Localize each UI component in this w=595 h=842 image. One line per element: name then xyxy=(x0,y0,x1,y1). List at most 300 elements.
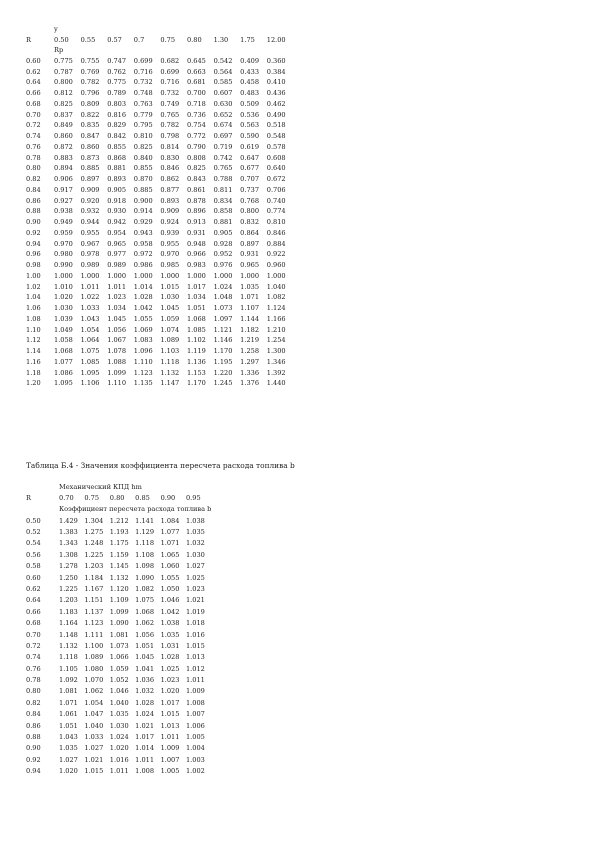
table-cell: 1.021 xyxy=(185,596,205,605)
table-cell: 0.931 xyxy=(186,228,206,237)
table-cell: 1.051 xyxy=(186,304,206,313)
table-cell: 1.017 xyxy=(135,733,155,742)
table-row xyxy=(26,303,293,314)
table-row xyxy=(26,282,293,293)
table-cell: 0.860 xyxy=(80,142,100,151)
table-cell: 1.059 xyxy=(160,314,180,323)
table-cell: 1.009 xyxy=(185,687,205,696)
table-cell: 0.927 xyxy=(54,196,73,205)
row-label: 1.14 xyxy=(26,347,41,356)
table-cell: 0.803 xyxy=(107,99,127,108)
table-header-row xyxy=(26,24,293,35)
table-cell: 0.847 xyxy=(80,132,100,141)
table-cell: 1.078 xyxy=(107,347,127,356)
table-cell: 1.020 xyxy=(160,687,180,696)
table-cell: 1.109 xyxy=(109,596,129,605)
table-cell: 1.105 xyxy=(59,664,78,673)
table-cell: 1.080 xyxy=(84,664,104,673)
table-cell: 1.061 xyxy=(59,710,78,719)
table-cell: 1.025 xyxy=(160,664,180,673)
table-cell: 1.170 xyxy=(213,347,233,356)
table-cell: 1.088 xyxy=(107,357,127,366)
table-cell: 1.250 xyxy=(59,573,78,582)
fuel-conversion-table xyxy=(26,482,211,778)
table-cell: 0.909 xyxy=(160,207,180,216)
table-cell: 1.024 xyxy=(135,710,155,719)
table-cell: 0.825 xyxy=(54,99,73,108)
table-cell: 1.148 xyxy=(59,630,78,639)
table-cell: 1.110 xyxy=(107,379,127,388)
table-cell: 1.099 xyxy=(107,368,127,377)
table-cell: 1.038 xyxy=(185,516,205,525)
table-cell: 1.020 xyxy=(54,293,73,302)
table-row xyxy=(26,630,211,641)
table-cell: 0.929 xyxy=(133,218,153,227)
table-row xyxy=(26,686,211,697)
row-label: 0.66 xyxy=(26,607,41,616)
table-cell: 0.677 xyxy=(240,164,260,173)
table-row xyxy=(26,561,211,572)
row-label: 1.16 xyxy=(26,357,41,366)
table-cell: 1.137 xyxy=(84,607,104,616)
table-cell: 0.835 xyxy=(80,121,100,130)
table-cell: 1.050 xyxy=(160,584,180,593)
table-cell: 0.536 xyxy=(240,110,260,119)
table-cell: 1.346 xyxy=(266,357,286,366)
table-cell: 0.748 xyxy=(133,89,153,98)
table-row xyxy=(26,743,211,754)
table-cell: 1.095 xyxy=(80,368,100,377)
table-cell: 0.917 xyxy=(54,185,73,194)
table-row xyxy=(26,652,211,663)
table-cell: 1.042 xyxy=(133,304,153,313)
table-cell: 1.035 xyxy=(109,710,129,719)
table-cell: 1.151 xyxy=(84,596,104,605)
table-cell: 1.006 xyxy=(185,721,205,730)
table-row xyxy=(26,721,211,732)
table-cell: 0.958 xyxy=(133,239,153,248)
table-cell: 1.028 xyxy=(135,698,155,707)
table-cell: 0.788 xyxy=(213,175,233,184)
table-cell: 1.129 xyxy=(135,527,155,536)
table-cell: 0.737 xyxy=(240,185,260,194)
table-cell: 0.755 xyxy=(80,56,100,65)
table-cell: 0.972 xyxy=(133,250,153,259)
table-cell: 0.829 xyxy=(107,121,127,130)
row-label: 0.74 xyxy=(26,653,41,662)
table-row xyxy=(26,163,293,174)
table-cell: 1.254 xyxy=(266,336,286,345)
table-cell: 1.069 xyxy=(133,325,153,334)
table-cell: 0.930 xyxy=(107,207,127,216)
table-cell: 1.098 xyxy=(135,562,155,571)
column-header: 0.75 xyxy=(160,35,176,44)
table-cell: 0.944 xyxy=(80,218,100,227)
table-cell: 0.980 xyxy=(54,250,73,259)
table-cell: 1.297 xyxy=(240,357,260,366)
table-cell: 1.034 xyxy=(107,304,127,313)
table-cell: 0.948 xyxy=(186,239,206,248)
table-cell: 1.030 xyxy=(160,293,180,302)
table-cell: 1.033 xyxy=(84,733,104,742)
table-cell: 1.073 xyxy=(109,641,129,650)
table-cell: 1.106 xyxy=(80,379,100,388)
table-row xyxy=(26,217,293,228)
table-cell: 1.023 xyxy=(160,676,180,685)
table-cell: 1.000 xyxy=(240,271,260,280)
table-cell: 1.103 xyxy=(160,347,180,356)
table-cell: 0.782 xyxy=(80,78,100,87)
table-cell: 1.036 xyxy=(135,676,155,685)
table-cell: 0.564 xyxy=(213,67,233,76)
table-cell: 1.000 xyxy=(80,271,100,280)
table-cell: 0.955 xyxy=(160,239,180,248)
table-cell: 1.077 xyxy=(160,527,180,536)
table-cell: 0.769 xyxy=(80,67,100,76)
table-cell: 1.102 xyxy=(186,336,206,345)
table-row xyxy=(26,88,293,99)
table-cell: 0.719 xyxy=(213,142,233,151)
table-cell: 1.082 xyxy=(135,584,155,593)
table-cell: 0.716 xyxy=(133,67,153,76)
table-cell: 1.035 xyxy=(240,282,260,291)
table-cell: 1.046 xyxy=(109,687,129,696)
table-cell: 1.278 xyxy=(59,562,78,571)
table-cell: 1.035 xyxy=(59,744,78,753)
table-cell: 0.645 xyxy=(186,56,206,65)
group-header: Механический КПД hm xyxy=(59,483,142,491)
table-cell: 1.383 xyxy=(59,527,78,536)
table-row xyxy=(26,292,293,303)
table-cell: 1.010 xyxy=(54,282,73,291)
table-cell: 0.700 xyxy=(186,89,206,98)
table-cell: 1.136 xyxy=(186,357,206,366)
table-cell: 1.073 xyxy=(213,304,233,313)
table-row xyxy=(26,335,293,346)
table-row xyxy=(26,595,211,606)
table-cell: 0.740 xyxy=(266,196,286,205)
table-cell: 0.943 xyxy=(133,228,153,237)
table-cell: 0.868 xyxy=(107,153,127,162)
table-cell: 0.816 xyxy=(107,110,127,119)
row-label: 0.88 xyxy=(26,733,41,742)
table-cell: 0.742 xyxy=(213,153,233,162)
table-cell: 1.212 xyxy=(109,516,129,525)
table-row xyxy=(26,527,211,538)
table-cell: 1.007 xyxy=(185,710,205,719)
row-label: 0.84 xyxy=(26,185,41,194)
table-cell: 0.590 xyxy=(240,132,260,141)
table-cell: 1.041 xyxy=(135,664,155,673)
table-header-row xyxy=(26,482,211,493)
table-cell: 1.049 xyxy=(54,325,73,334)
table-cell: 0.436 xyxy=(266,89,286,98)
table-cell: 0.906 xyxy=(54,175,73,184)
table-cell: 0.578 xyxy=(266,142,286,151)
table-cell: 1.059 xyxy=(109,664,129,673)
table-cell: 0.881 xyxy=(107,164,127,173)
column-header: 1.75 xyxy=(240,35,255,44)
table-cell: 1.225 xyxy=(59,584,78,593)
table-cell: 0.858 xyxy=(213,207,233,216)
table-cell: 1.085 xyxy=(186,325,206,334)
table-cell: 0.825 xyxy=(133,142,153,151)
table-cell: 1.183 xyxy=(59,607,78,616)
table-cell: 0.846 xyxy=(266,228,286,237)
table-cell: 1.067 xyxy=(107,336,127,345)
table-cell: 1.210 xyxy=(266,325,286,334)
table-cell: 0.931 xyxy=(240,250,260,259)
table-row xyxy=(26,196,293,207)
table-cell: 1.195 xyxy=(213,357,233,366)
table-cell: 0.800 xyxy=(54,78,73,87)
table-cell: 1.376 xyxy=(240,379,260,388)
table-cell: 0.811 xyxy=(213,185,233,194)
table-cell: 0.976 xyxy=(213,261,233,270)
table-cell: 0.798 xyxy=(160,132,180,141)
table-cell: 1.051 xyxy=(59,721,78,730)
table-cell: 0.905 xyxy=(107,185,127,194)
table-cell: 1.141 xyxy=(135,516,155,525)
column-header: 0.75 xyxy=(84,493,100,502)
table-cell: 1.048 xyxy=(213,293,233,302)
table-row xyxy=(26,516,211,527)
table-cell: 0.942 xyxy=(107,218,127,227)
table-cell: 1.021 xyxy=(135,721,155,730)
table-cell: 1.023 xyxy=(185,584,205,593)
table-cell: 1.040 xyxy=(84,721,104,730)
table-cell: 0.989 xyxy=(107,261,127,270)
table-cell: 1.045 xyxy=(135,653,155,662)
table-cell: 0.800 xyxy=(240,207,260,216)
table-row xyxy=(26,766,211,777)
row-label: 0.72 xyxy=(26,641,41,650)
table-row xyxy=(26,271,293,282)
table-cell: 1.030 xyxy=(185,550,205,559)
table-cell: 0.928 xyxy=(213,239,233,248)
table-cell: 0.881 xyxy=(213,218,233,227)
table-cell: 1.000 xyxy=(186,271,206,280)
row-label: 0.74 xyxy=(26,132,41,141)
table-cell: 1.132 xyxy=(59,641,78,650)
table-cell: 1.039 xyxy=(54,314,73,323)
table-cell: 0.985 xyxy=(160,261,180,270)
table-cell: 0.663 xyxy=(186,67,206,76)
table-cell: 0.842 xyxy=(107,132,127,141)
table-cell: 1.175 xyxy=(109,539,129,548)
table-cell: 1.047 xyxy=(84,710,104,719)
column-header: 0.90 xyxy=(160,493,176,502)
row-label: 0.88 xyxy=(26,207,41,216)
table-cell: 0.986 xyxy=(133,261,153,270)
table-cell: 0.458 xyxy=(240,78,260,87)
table-cell: 1.096 xyxy=(133,347,153,356)
table-cell: 1.018 xyxy=(185,619,205,628)
table-cell: 1.040 xyxy=(266,282,286,291)
row-label: 0.68 xyxy=(26,99,41,108)
table-cell: 0.939 xyxy=(160,228,180,237)
table-cell: 1.058 xyxy=(54,336,73,345)
table-row xyxy=(26,709,211,720)
table-cell: 1.110 xyxy=(133,357,153,366)
row-label: 0.92 xyxy=(26,755,41,764)
table-cell: 1.245 xyxy=(213,379,233,388)
table-cell: 1.135 xyxy=(133,379,153,388)
table-cell: 0.796 xyxy=(80,89,100,98)
table-cell: 0.763 xyxy=(133,99,153,108)
table-cell: 1.203 xyxy=(84,562,104,571)
table-cell: 1.108 xyxy=(135,550,155,559)
table-cell: 0.855 xyxy=(107,142,127,151)
table-cell: 1.119 xyxy=(186,347,206,356)
table-cell: 1.084 xyxy=(160,516,180,525)
row-label: 0.78 xyxy=(26,676,41,685)
table-cell: 0.384 xyxy=(266,67,286,76)
table-row xyxy=(26,67,293,78)
table-cell: 1.440 xyxy=(266,379,286,388)
table-cell: 1.145 xyxy=(109,562,129,571)
column-header: 0.57 xyxy=(107,35,122,44)
table-cell: 1.042 xyxy=(160,607,180,616)
table-cell: 1.035 xyxy=(185,527,205,536)
table-cell: 0.959 xyxy=(54,228,73,237)
row-label: 0.58 xyxy=(26,562,41,571)
table-cell: 1.071 xyxy=(160,539,180,548)
table-cell: 0.509 xyxy=(240,99,260,108)
table-cell: 1.009 xyxy=(160,744,180,753)
table-cell: 0.834 xyxy=(213,196,233,205)
table-cell: 1.022 xyxy=(80,293,100,302)
table-cell: 1.021 xyxy=(84,755,104,764)
table-header-row xyxy=(26,504,211,516)
table-cell: 0.706 xyxy=(266,185,286,194)
table-row xyxy=(26,260,293,271)
table-cell: 1.118 xyxy=(160,357,180,366)
row-label: 0.56 xyxy=(26,550,41,559)
table-cell: 1.258 xyxy=(240,347,260,356)
table-cell: 0.768 xyxy=(240,196,260,205)
table-cell: 0.965 xyxy=(107,239,127,248)
table-cell: 1.000 xyxy=(266,271,286,280)
table-cell: 0.732 xyxy=(160,89,180,98)
column-header: 0.80 xyxy=(186,35,202,44)
table-cell: 0.884 xyxy=(266,239,286,248)
table-cell: 0.885 xyxy=(80,164,100,173)
table-cell: 0.483 xyxy=(240,89,260,98)
table-cell: 0.954 xyxy=(107,228,127,237)
table-cell: 1.336 xyxy=(240,368,260,377)
column-header-row xyxy=(26,35,293,46)
table-cell: 1.002 xyxy=(185,767,205,776)
table-cell: 0.905 xyxy=(213,228,233,237)
table-cell: 0.775 xyxy=(107,78,127,87)
table-cell: 0.699 xyxy=(133,56,153,65)
table-cell: 1.038 xyxy=(160,619,180,628)
table-cell: 0.674 xyxy=(213,121,233,130)
table-cell: 1.034 xyxy=(186,293,206,302)
row-label: 0.76 xyxy=(26,664,41,673)
table-cell: 1.082 xyxy=(266,293,286,302)
table-cell: 1.089 xyxy=(84,653,104,662)
row-label: 0.62 xyxy=(26,584,41,593)
table-cell: 1.030 xyxy=(54,304,73,313)
table-cell: 1.015 xyxy=(84,767,104,776)
table-cell: 0.873 xyxy=(80,153,100,162)
sub-header: Коэффициент пересчета расхода топлива b xyxy=(59,504,212,513)
table-cell: 0.855 xyxy=(133,164,153,173)
row-label: 0.70 xyxy=(26,630,41,639)
table-cell: 1.068 xyxy=(135,607,155,616)
table-cell: 1.056 xyxy=(135,630,155,639)
table-cell: 1.392 xyxy=(266,368,286,377)
table-row xyxy=(26,675,211,686)
table-cell: 0.732 xyxy=(133,78,153,87)
table-cell: 1.068 xyxy=(186,314,206,323)
table-cell: 0.809 xyxy=(80,99,100,108)
table-cell: 0.885 xyxy=(133,185,153,194)
table-cell: 1.020 xyxy=(109,744,129,753)
table-cell: 0.787 xyxy=(54,67,73,76)
table-cell: 0.966 xyxy=(186,250,206,259)
table-cell: 1.011 xyxy=(135,755,155,764)
table-cell: 1.090 xyxy=(135,573,155,582)
table-cell: 1.040 xyxy=(109,698,129,707)
table-cell: 1.070 xyxy=(84,676,104,685)
table-cell: 1.032 xyxy=(185,539,205,548)
table-row xyxy=(26,357,293,368)
table-cell: 1.017 xyxy=(186,282,206,291)
table-row xyxy=(26,607,211,618)
table-cell: 0.681 xyxy=(186,78,206,87)
row-label: 0.98 xyxy=(26,261,41,270)
table-cell: 1.046 xyxy=(160,596,180,605)
row-label: 0.62 xyxy=(26,67,41,76)
column-header: 0.85 xyxy=(135,493,150,502)
table-cell: 0.736 xyxy=(186,110,206,119)
table-cell: 0.619 xyxy=(240,142,260,151)
table-cell: 1.032 xyxy=(135,687,155,696)
table-cell: 0.814 xyxy=(160,142,180,151)
row-label: 0.84 xyxy=(26,710,41,719)
row-label: 0.64 xyxy=(26,78,41,87)
table-cell: 1.030 xyxy=(109,721,129,730)
table-cell: 1.011 xyxy=(107,282,127,291)
column-header: 0.50 xyxy=(54,35,69,44)
table-cell: 0.707 xyxy=(240,175,260,184)
table-cell: 1.097 xyxy=(213,314,233,323)
table-cell: 0.762 xyxy=(107,67,127,76)
row-label: 0.86 xyxy=(26,196,41,205)
table-row xyxy=(26,206,293,217)
table-cell: 1.043 xyxy=(59,733,78,742)
row-label: 1.06 xyxy=(26,304,41,313)
column-header: 0.55 xyxy=(80,35,96,44)
table-cell: 0.765 xyxy=(160,110,180,119)
row-label: 0.80 xyxy=(26,687,41,696)
row-label: 0.96 xyxy=(26,250,41,259)
table-cell: 0.795 xyxy=(133,121,153,130)
table-cell: 1.164 xyxy=(59,619,78,628)
table-cell: 1.085 xyxy=(80,357,100,366)
column-header: 0.80 xyxy=(109,493,125,502)
table-cell: 1.007 xyxy=(160,755,180,764)
table-row xyxy=(26,239,293,250)
table-cell: 0.774 xyxy=(266,207,286,216)
table-cell: 0.563 xyxy=(240,121,260,130)
table-cell: 1.081 xyxy=(109,630,129,639)
table-cell: 1.065 xyxy=(160,550,180,559)
table-row xyxy=(26,185,293,196)
